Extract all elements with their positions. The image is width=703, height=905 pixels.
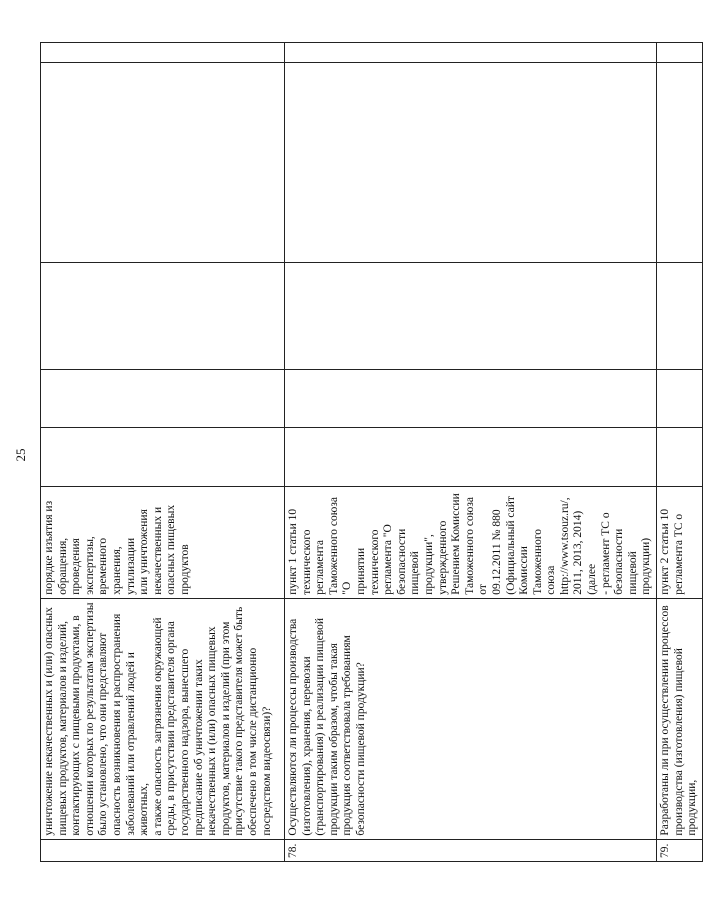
row-number: 78.	[285, 839, 657, 861]
empty-cell	[285, 63, 657, 262]
empty-cell	[657, 370, 703, 428]
empty-cell	[657, 63, 703, 262]
empty-cell	[285, 43, 657, 63]
question-text: Разработаны ли при осуществлении процессов производства (изготовления) пищевой продукции,	[657, 598, 703, 839]
checklist-table-rotated	[40, 42, 699, 862]
empty-cell	[657, 262, 703, 370]
empty-cell	[41, 63, 285, 262]
empty-cell	[41, 262, 285, 370]
table-row	[657, 43, 703, 862]
row-number: 79.	[657, 839, 703, 861]
legal-reference: пункт 2 статьи 10 регламента ТС о	[657, 486, 703, 598]
empty-cell	[41, 43, 285, 63]
empty-cell	[285, 370, 657, 428]
checklist-table	[40, 42, 703, 862]
row-number	[41, 839, 285, 861]
empty-cell	[285, 428, 657, 486]
question-text: Осуществляются ли процессы производства (изготовления), хранения, перевозки (транспортирования) и реализации пищевой продукции таким образом, чтобы такая продукция соответствовала требованиям безопасности пищевой продукции?	[285, 598, 657, 839]
table-row	[285, 43, 657, 862]
empty-cell	[41, 428, 285, 486]
question-text: уничтожение некачественных и (или) опасных пищевых продуктов, материалов и изделий, контактирующих с пищевыми продуктами, в отношении которых по результатам экспертизы было установлено, что они представляют опасность возникновения и распространения заболеваний или отравлений людей и животных, а также опасность загрязнения окружающей среды, в присутствии представителя органа государственного надзора, вынесшего предписание об уничтожении таких некачественных и (или) опасных пищевых продуктов, материалов и изделий (при этом присутствие такого представителя может быть обеспечено в том числе дистанционно посредством видеосвязи)?	[41, 598, 285, 839]
table-row	[41, 43, 285, 862]
empty-cell	[285, 262, 657, 370]
page-number: 25	[13, 448, 28, 462]
legal-reference: пункт 1 статьи 10 технического регламента Таможенного союза "О принятии технического регламента "О безопасности пищевой продукции", утвержденного Решением Комиссии Таможенного союза от 09.12.2011 № 880 (Официальный сайт Комиссии Таможенного союза http://www.tsouz.ru/, 2011, 2013, 2014) (далее - регламент ТС о безопасности пищевой продукции)	[285, 486, 657, 598]
empty-cell	[41, 370, 285, 428]
empty-cell	[657, 43, 703, 63]
empty-cell	[657, 428, 703, 486]
legal-reference: порядке изъятия из обращения, проведения экспертизы, временного хранения, утилизации или уничтожения некачественных и опасных пищевых продуктов	[41, 486, 285, 598]
